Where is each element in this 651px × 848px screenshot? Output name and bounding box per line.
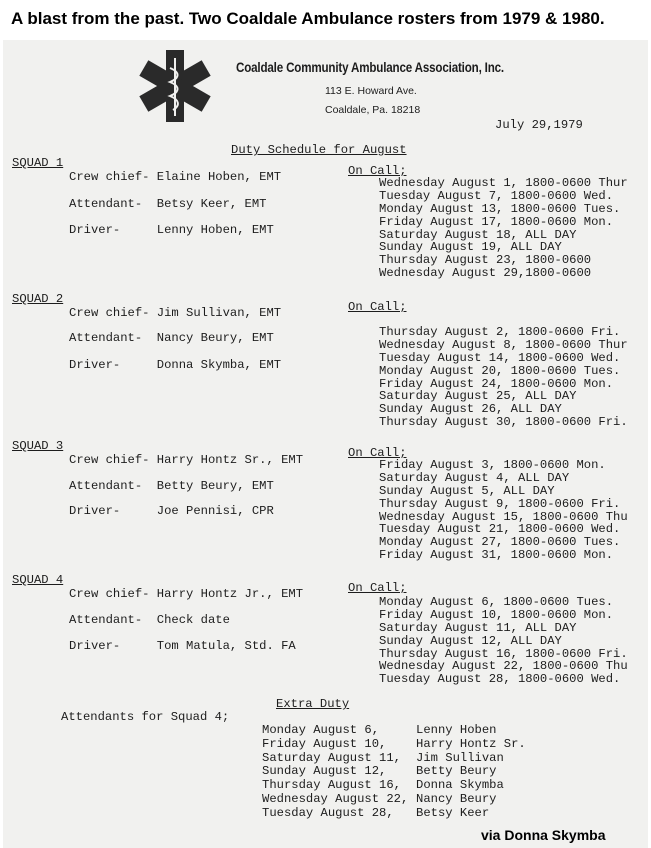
association-address: 113 E. Howard Ave.	[325, 85, 417, 97]
on-call-entry: Saturday August 11, ALL DAY	[379, 620, 577, 635]
on-call-entry: Wednesday August 8, 1800-0600 Thur	[379, 337, 628, 352]
extra-duty-date: Sunday August 12,	[262, 764, 387, 779]
on-call-entry: Tuesday August 21, 1800-0600 Wed.	[379, 522, 621, 537]
association-city: Coaldale, Pa. 18218	[325, 104, 421, 116]
on-call-entry: Saturday August 18, ALL DAY	[379, 227, 577, 242]
crew-chief: Crew chief- Elaine Hoben, EMT	[69, 170, 282, 184]
schedule-title: Duty Schedule for August	[231, 143, 407, 157]
extra-duty-dates	[262, 724, 408, 821]
extra-duty-title: Extra Duty	[276, 697, 350, 711]
extra-duty-date: Friday August 10,	[262, 736, 387, 751]
squad-label: SQUAD 4	[12, 573, 64, 587]
squad-label: SQUAD 3	[12, 439, 64, 453]
extra-duty-name: Donna Skymba	[416, 778, 504, 793]
extra-duty-label: Attendants for Squad 4;	[61, 710, 230, 724]
extra-duty-date: Saturday August 11,	[262, 750, 401, 765]
on-call-entry: Tuesday August 7, 1800-0600 Wed.	[379, 188, 614, 203]
on-call-entry: Friday August 31, 1800-0600 Mon.	[379, 548, 614, 563]
driver: Driver- Donna Skymba, EMT	[69, 358, 282, 372]
on-call-label: On Call;	[348, 300, 407, 314]
extra-duty-name: Lenny Hoben	[416, 723, 497, 737]
on-call-entry: Sunday August 19, ALL DAY	[379, 240, 562, 255]
letter-date: July 29,1979	[495, 118, 583, 132]
extra-duty-date: Wednesday August 22,	[262, 791, 409, 806]
on-call-entry: Tuesday August 28, 1800-0600 Wed.	[379, 672, 621, 687]
extra-duty-names	[416, 724, 526, 821]
on-call-entry: Friday August 17, 1800-0600 Mon.	[379, 214, 614, 229]
on-call-entry: Sunday August 5, ALL DAY	[379, 483, 555, 498]
extra-duty-name: Betty Beury	[416, 764, 497, 779]
on-call-entry: Sunday August 12, ALL DAY	[379, 633, 562, 648]
on-call-entry: Thursday August 23, 1800-0600	[379, 253, 592, 268]
banner-caption: A blast from the past. Two Coaldale Ambulance rosters from 1979 & 1980.	[0, 0, 651, 40]
crew-chief: Crew chief- Harry Hontz Sr., EMT	[69, 453, 304, 467]
on-call-entry: Wednesday August 22, 1800-0600 Thu	[379, 659, 628, 674]
extra-duty-name: Harry Hontz Sr.	[416, 736, 526, 751]
on-call-entry: Wednesday August 15, 1800-0600 Thu	[379, 509, 628, 524]
on-call-label: On Call;	[348, 446, 407, 460]
driver: Driver- Tom Matula, Std. FA	[69, 639, 296, 653]
on-call-entry: Monday August 13, 1800-0600 Tues.	[379, 201, 621, 216]
on-call-entry: Friday August 3, 1800-0600 Mon.	[379, 458, 606, 472]
on-call-label: On Call;	[348, 164, 407, 178]
on-call-entry: Monday August 20, 1800-0600 Tues.	[379, 363, 621, 378]
attendant: Attendant- Check date	[69, 613, 230, 627]
on-call-list	[379, 459, 628, 562]
attendant: Attendant- Nancy Beury, EMT	[69, 331, 274, 345]
on-call-entry: Friday August 24, 1800-0600 Mon.	[379, 376, 614, 391]
association-name: Coaldale Community Ambulance Association, Inc.	[236, 60, 504, 75]
on-call-list	[379, 596, 628, 686]
driver: Driver- Joe Pennisi, CPR	[69, 504, 274, 518]
on-call-entry: Sunday August 26, ALL DAY	[379, 402, 562, 417]
squad-label: SQUAD 1	[12, 156, 64, 170]
extra-duty-name: Betsy Keer	[416, 805, 490, 820]
extra-duty-date: Monday August 6,	[262, 723, 380, 737]
extra-duty-date: Tuesday August 28,	[262, 805, 394, 820]
on-call-entry: Monday August 6, 1800-0600 Tues.	[379, 595, 614, 609]
on-call-entry: Thursday August 9, 1800-0600 Fri.	[379, 496, 621, 511]
photo-credit: via Donna Skymba	[481, 827, 606, 843]
on-call-entry: Tuesday August 14, 1800-0600 Wed.	[379, 350, 621, 365]
on-call-entry: Thursday August 30, 1800-0600 Fri.	[379, 415, 628, 430]
attendant: Attendant- Betty Beury, EMT	[69, 479, 274, 493]
on-call-entry: Thursday August 2, 1800-0600 Fri.	[379, 325, 621, 339]
on-call-label: On Call;	[348, 581, 407, 595]
on-call-entry: Monday August 27, 1800-0600 Tues.	[379, 535, 621, 550]
on-call-list	[379, 326, 628, 429]
extra-duty-name: Jim Sullivan	[416, 750, 504, 765]
on-call-entry: Friday August 10, 1800-0600 Mon.	[379, 607, 614, 622]
crew-chief: Crew chief- Jim Sullivan, EMT	[69, 306, 282, 320]
roster-document	[3, 40, 648, 848]
crew-chief: Crew chief- Harry Hontz Jr., EMT	[69, 587, 304, 601]
on-call-entry: Wednesday August 29,1800-0600	[379, 266, 592, 281]
star-of-life-icon	[135, 46, 215, 126]
attendant: Attendant- Betsy Keer, EMT	[69, 197, 267, 211]
on-call-entry: Saturday August 4, ALL DAY	[379, 470, 570, 485]
on-call-entry: Thursday August 16, 1800-0600 Fri.	[379, 646, 628, 661]
extra-duty-date: Thursday August 16,	[262, 778, 401, 793]
driver: Driver- Lenny Hoben, EMT	[69, 223, 274, 237]
on-call-entry: Wednesday August 1, 1800-0600 Thur	[379, 176, 628, 190]
extra-duty-name: Nancy Beury	[416, 791, 497, 806]
squad-label: SQUAD 2	[12, 292, 64, 306]
on-call-list	[379, 177, 628, 280]
on-call-entry: Saturday August 25, ALL DAY	[379, 389, 577, 404]
